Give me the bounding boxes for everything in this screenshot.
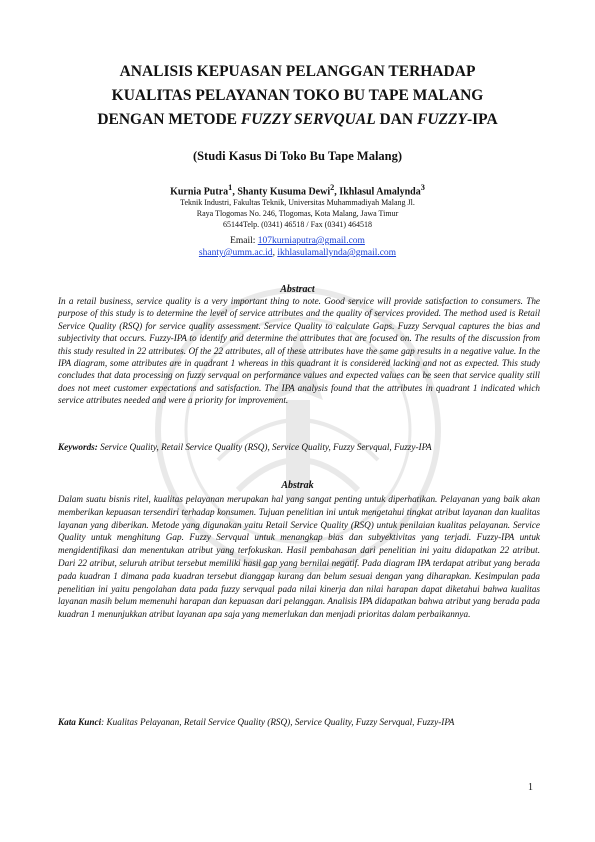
paper-title xyxy=(40,60,555,132)
abstrak-heading: Abstrak xyxy=(281,480,314,491)
keywords xyxy=(58,441,540,453)
author-1-sup: 1 xyxy=(228,183,233,192)
author-3: , Ikhlasul Amalynda xyxy=(334,186,421,198)
author-2: , Shanty Kusuma Dewi xyxy=(232,186,331,198)
email-link-1[interactable]: 107kurniaputra@gmail.com xyxy=(257,236,365,246)
affiliation xyxy=(120,197,475,230)
author-2-sup: 2 xyxy=(330,183,335,192)
title-line-2: KUALITAS PELAYANAN TOKO BU TAPE MALANG xyxy=(111,87,484,104)
keywords-label: Keywords: xyxy=(58,442,98,452)
abstrak-body: Dalam suatu bisnis ritel, kualitas pelayanan merupakan hal yang sangat penting untuk diperhatikan. Pelayanan yang baik akan memberikan kepuasan tersendiri terhadap konsumen. Tujuan penelitian ini untuk mengetahui tingkat atribut layanan dan kualitas layanan yang diberikan. Metode yang digunakan yaitu Retail Service Quality (RSQ) untuk penilaian kualitas pelayanan. Service Quality untuk menghitung Gap. Fuzzy Servqual untuk menangkap bias dan subyektivitas yang terjadi. Fuzzy-IPA untuk mengidentifikasi dan menentukan atribut yang terfokuskan. Hasil pembahasan dari penelitian ini yaitu didapatkan 22 atribut. Dari 22 atribut, seluruh atribut tersebut memiliki hasil gap yang bernilai negatif. Pada diagram IPA terdapat atribut yang berada pada kuadran 1 dimana pada kuadran tersebut dianggap kurang dan belum sesuai dengan yang diharapkan. Kesimpulan pada penelitian ini yaitu pengolahan data pada fuzzy servqual pada nilai kinerja dan nilai harapan dapat diketahui bahwa kualitas layanan masih belum memenuhi harapan dan kepuasan dari pelanggan. Analisis IPA didapatkan bahwa atribut yang berada pada kuadran 1 menunjukkan atribut layanan apa saja yang memerlukan dan menjadi prioritas dalam perbaikannya. xyxy=(58,494,540,620)
author-list xyxy=(40,183,555,197)
page-number: 1 xyxy=(528,782,533,793)
kata-kunci-text: : Kualitas Pelayanan, Retail Service Quality (RSQ), Service Quality, Fuzzy Servqual, Fuzzy-IPA xyxy=(101,717,455,727)
email-row-1 xyxy=(120,235,475,247)
email-link-2[interactable]: shanty@umm.ac.id xyxy=(198,248,273,258)
author-1: Kurnia Putra xyxy=(170,186,229,198)
title-line-3e: -IPA xyxy=(466,111,498,128)
email-label: Email: xyxy=(230,236,258,246)
abstract-heading: Abstract xyxy=(280,284,315,295)
title-line-3c: DAN xyxy=(375,111,418,128)
keywords-text: Service Quality, Retail Service Quality (RSQ), Service Quality, Fuzzy Servqual, Fuzzy-IPA xyxy=(97,442,432,452)
title-line-1: ANALISIS KEPUASAN PELANGGAN TERHADAP xyxy=(119,63,476,80)
kata-kunci-label: Kata Kunci xyxy=(58,717,102,727)
affiliation-line-3: 65144Telp. (0341) 46518 / Fax (0341) 464518 xyxy=(223,220,372,229)
email-row-2 xyxy=(120,248,475,258)
affiliation-line-1: Teknik Industri, Fakultas Teknik, Universitas Muhammadiyah Malang Jl. xyxy=(180,198,415,207)
title-line-3a: DENGAN METODE xyxy=(97,111,241,128)
paper-subtitle: (Studi Kasus Di Toko Bu Tape Malang) xyxy=(192,149,403,163)
email-separator: , xyxy=(272,248,278,258)
title-line-3d: FUZZY xyxy=(417,111,467,128)
kata-kunci xyxy=(58,716,540,729)
affiliation-line-2: Raya Tlogomas No. 246, Tlogomas, Kota Malang, Jawa Timur xyxy=(196,209,399,218)
author-3-sup: 3 xyxy=(420,183,425,192)
title-line-3b: FUZZY SERVQUAL xyxy=(240,111,376,128)
email-link-3[interactable]: ikhlasulamallynda@gmail.com xyxy=(277,248,397,258)
abstract-body: In a retail business, service quality is a very important thing to note. Good service will provide satisfaction to consumers. The purpose of this study is to determine the level of service attributes and the quality of services provided. The method used is Retail Service Quality (RSQ) for service quality assessment. Service Quality to calculate Gaps. Fuzzy Servqual captures the bias and subjectivity that occurs. Fuzzy-IPA to identify and determine the attributes that are focused on. The results of the discussion from this study resulted in 22 attributes. Of the 22 attributes, all of these attributes have the same gap results in a negative value. In the IPA diagram, some attributes are in quadrant 1 whereas in this quadrant it is considered lacking and not as expected. This study concludes that data processing on fuzzy servqual on performance values and expected values can be seen that service quality still does not meet customer expectations and satisfaction. The IPA analysis found that the attributes in quadrant 1 indicated which service attributes needed and were a priority for improvement. xyxy=(58,296,540,406)
